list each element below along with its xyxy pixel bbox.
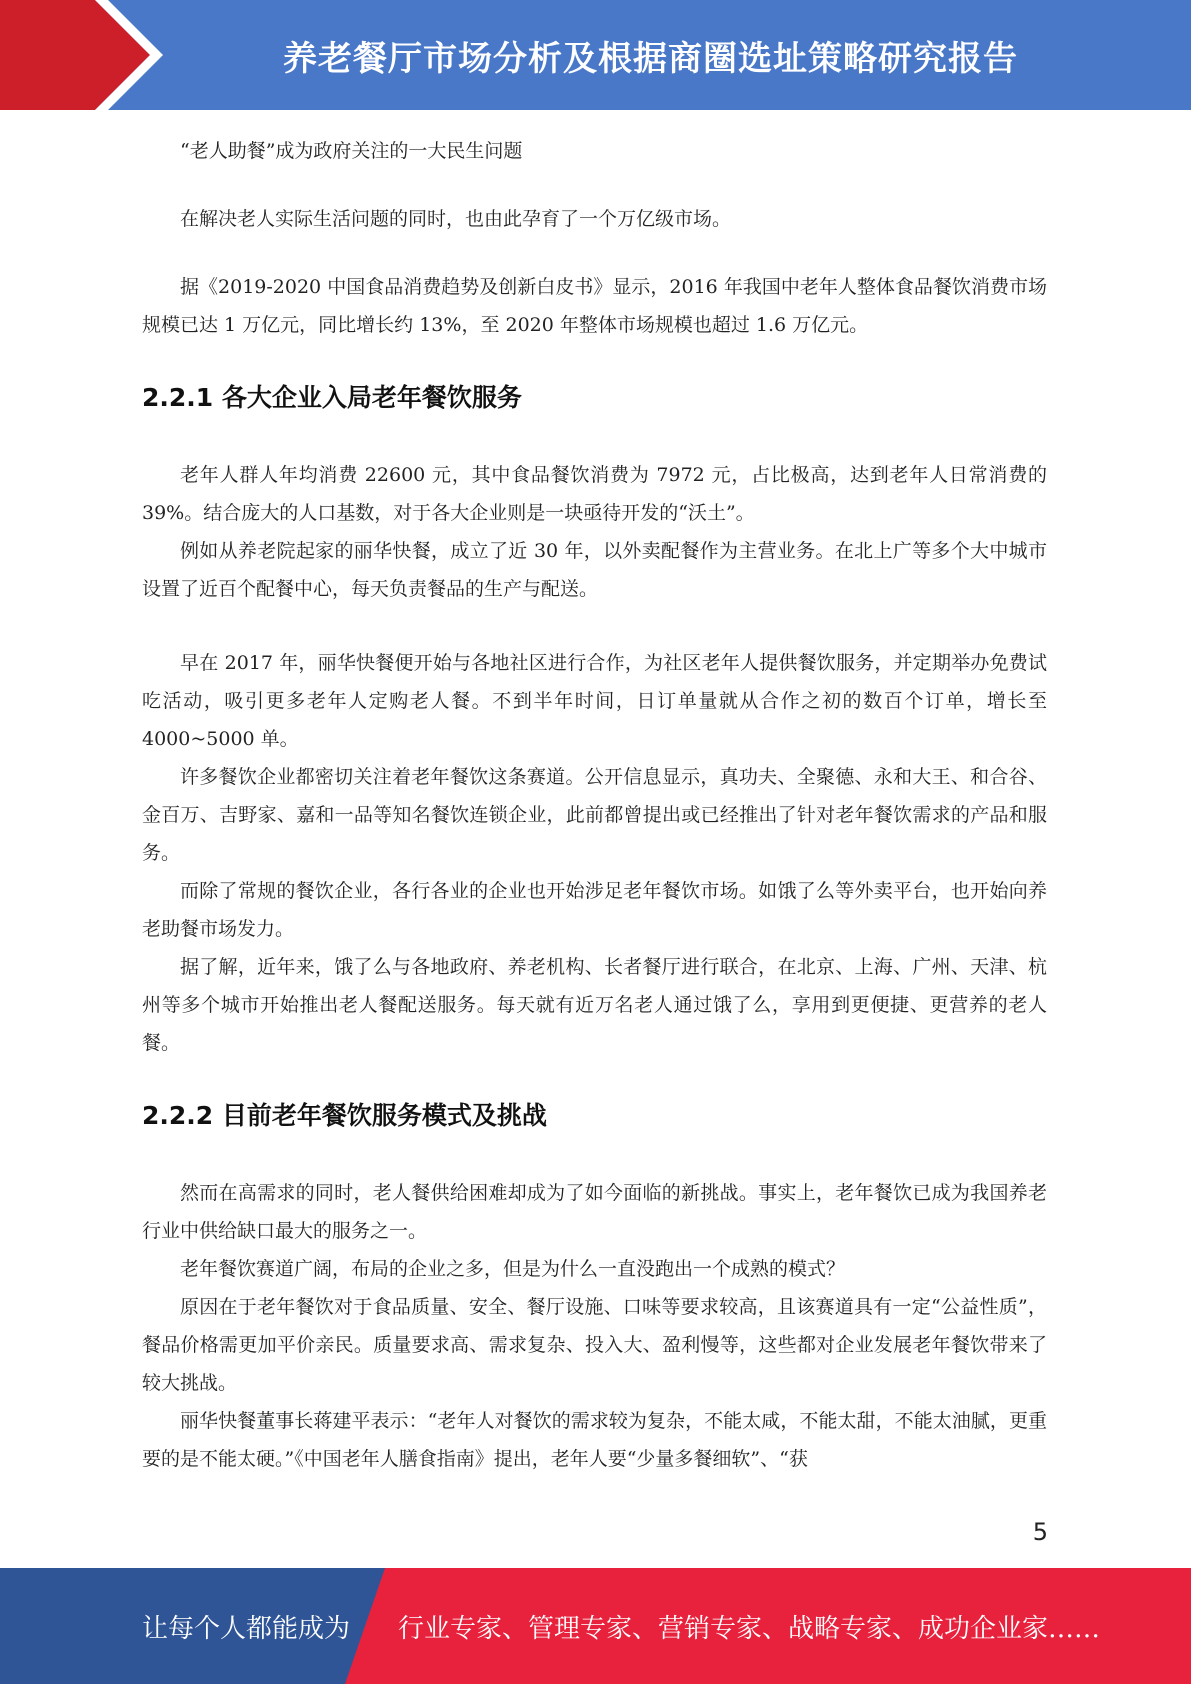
paragraph: 许多餐饮企业都密切关注着老年餐饮这条赛道。公开信息显示，真功夫、全聚德、永和大王、和合谷、金百万、吉野家、嘉和一品等知名餐饮连锁企业，此前都曾提出或已经推出了针对老年餐饮需求的产品和服务。 — [142, 766, 1047, 864]
paragraph: 丽华快餐董事长蒋建平表示：“老年人对餐饮的需求较为复杂，不能太咸，不能太甜，不能太油腻，更重要的是不能太硬。”《中国老年人膳食指南》提出，老年人要“少量多餐细软”、“获 — [142, 1410, 1047, 1470]
paragraph: 然而在高需求的同时，老人餐供给困难却成为了如今面临的新挑战。事实上，老年餐饮已成为我国养老行业中供给缺口最大的服务之一。 — [142, 1182, 1047, 1242]
paragraph: 据了解，近年来，饿了么与各地政府、养老机构、长者餐厅进行联合，在北京、上海、广州、天津、杭州等多个城市开始推出老人餐配送服务。每天就有近万名老人通过饿了么，享用到更便捷、更营养的老人餐。 — [142, 956, 1047, 1054]
paragraph: 据《2019-2020 中国食品消费趋势及创新白皮书》显示，2016 年我国中老年人整体食品餐饮消费市场规模已达 1 万亿元，同比增长约 13%，至 2020 年整体市场规模也超过 1.6 万亿元。 — [142, 276, 1047, 336]
paragraph: 原因在于老年餐饮对于食品质量、安全、餐厅设施、口味等要求较高，且该赛道具有一定“公益性质”，餐品价格需更加平价亲民。质量要求高、需求复杂、投入大、盈利慢等，这些都对企业发展老年餐饮带来了较大挑战。 — [142, 1296, 1047, 1394]
paragraph: 早在 2017 年，丽华快餐便开始与各地社区进行合作，为社区老年人提供餐饮服务，并定期举办免费试吃活动，吸引更多老年人定购老人餐。不到半年时间，日订单量就从合作之初的数百个订单，增长至 4000~5000 单。 — [142, 652, 1047, 750]
paragraph: 老年人群人年均消费 22600 元，其中食品餐饮消费为 7972 元，占比极高，达到老年人日常消费的 39%。结合庞大的人口基数，对于各大企业则是一块亟待开发的“沃土”。 — [142, 464, 1047, 524]
report-title: 养老餐厅市场分析及根据商圈选址策略研究报告 — [283, 38, 1018, 79]
page-number: 5 — [1032, 1518, 1048, 1546]
page-footer-band — [0, 1568, 1191, 1684]
section-heading-2-2-1: 2.2.1 各大企业入局老年餐饮服务 — [142, 383, 522, 412]
paragraph: 例如从养老院起家的丽华快餐，成立了近 30 年，以外卖配餐作为主营业务。在北上广等多个大中城市设置了近百个配餐中心，每天负责餐品的生产与配送。 — [142, 540, 1047, 600]
page-body — [142, 132, 1047, 1478]
paragraph: 在解决老人实际生活问题的同时，也由此孕育了一个万亿级市场。 — [180, 208, 732, 230]
page-header-band — [0, 0, 1191, 110]
paragraph: “老人助餐”成为政府关注的一大民生问题 — [180, 140, 523, 162]
section-heading-2-2-2: 2.2.2 目前老年餐饮服务模式及挑战 — [142, 1101, 547, 1130]
footer-slogan-left: 让每个人都能成为 — [142, 1613, 351, 1644]
paragraph: 而除了常规的餐饮企业，各行各业的企业也开始涉足老年餐饮市场。如饿了么等外卖平台，也开始向养老助餐市场发力。 — [142, 880, 1047, 940]
paragraph: 老年餐饮赛道广阔，布局的企业之多，但是为什么一直没跑出一个成熟的模式？ — [180, 1258, 846, 1280]
footer-slogan-right: 行业专家、管理专家、营销专家、战略专家、成功企业家…… — [398, 1613, 1101, 1644]
